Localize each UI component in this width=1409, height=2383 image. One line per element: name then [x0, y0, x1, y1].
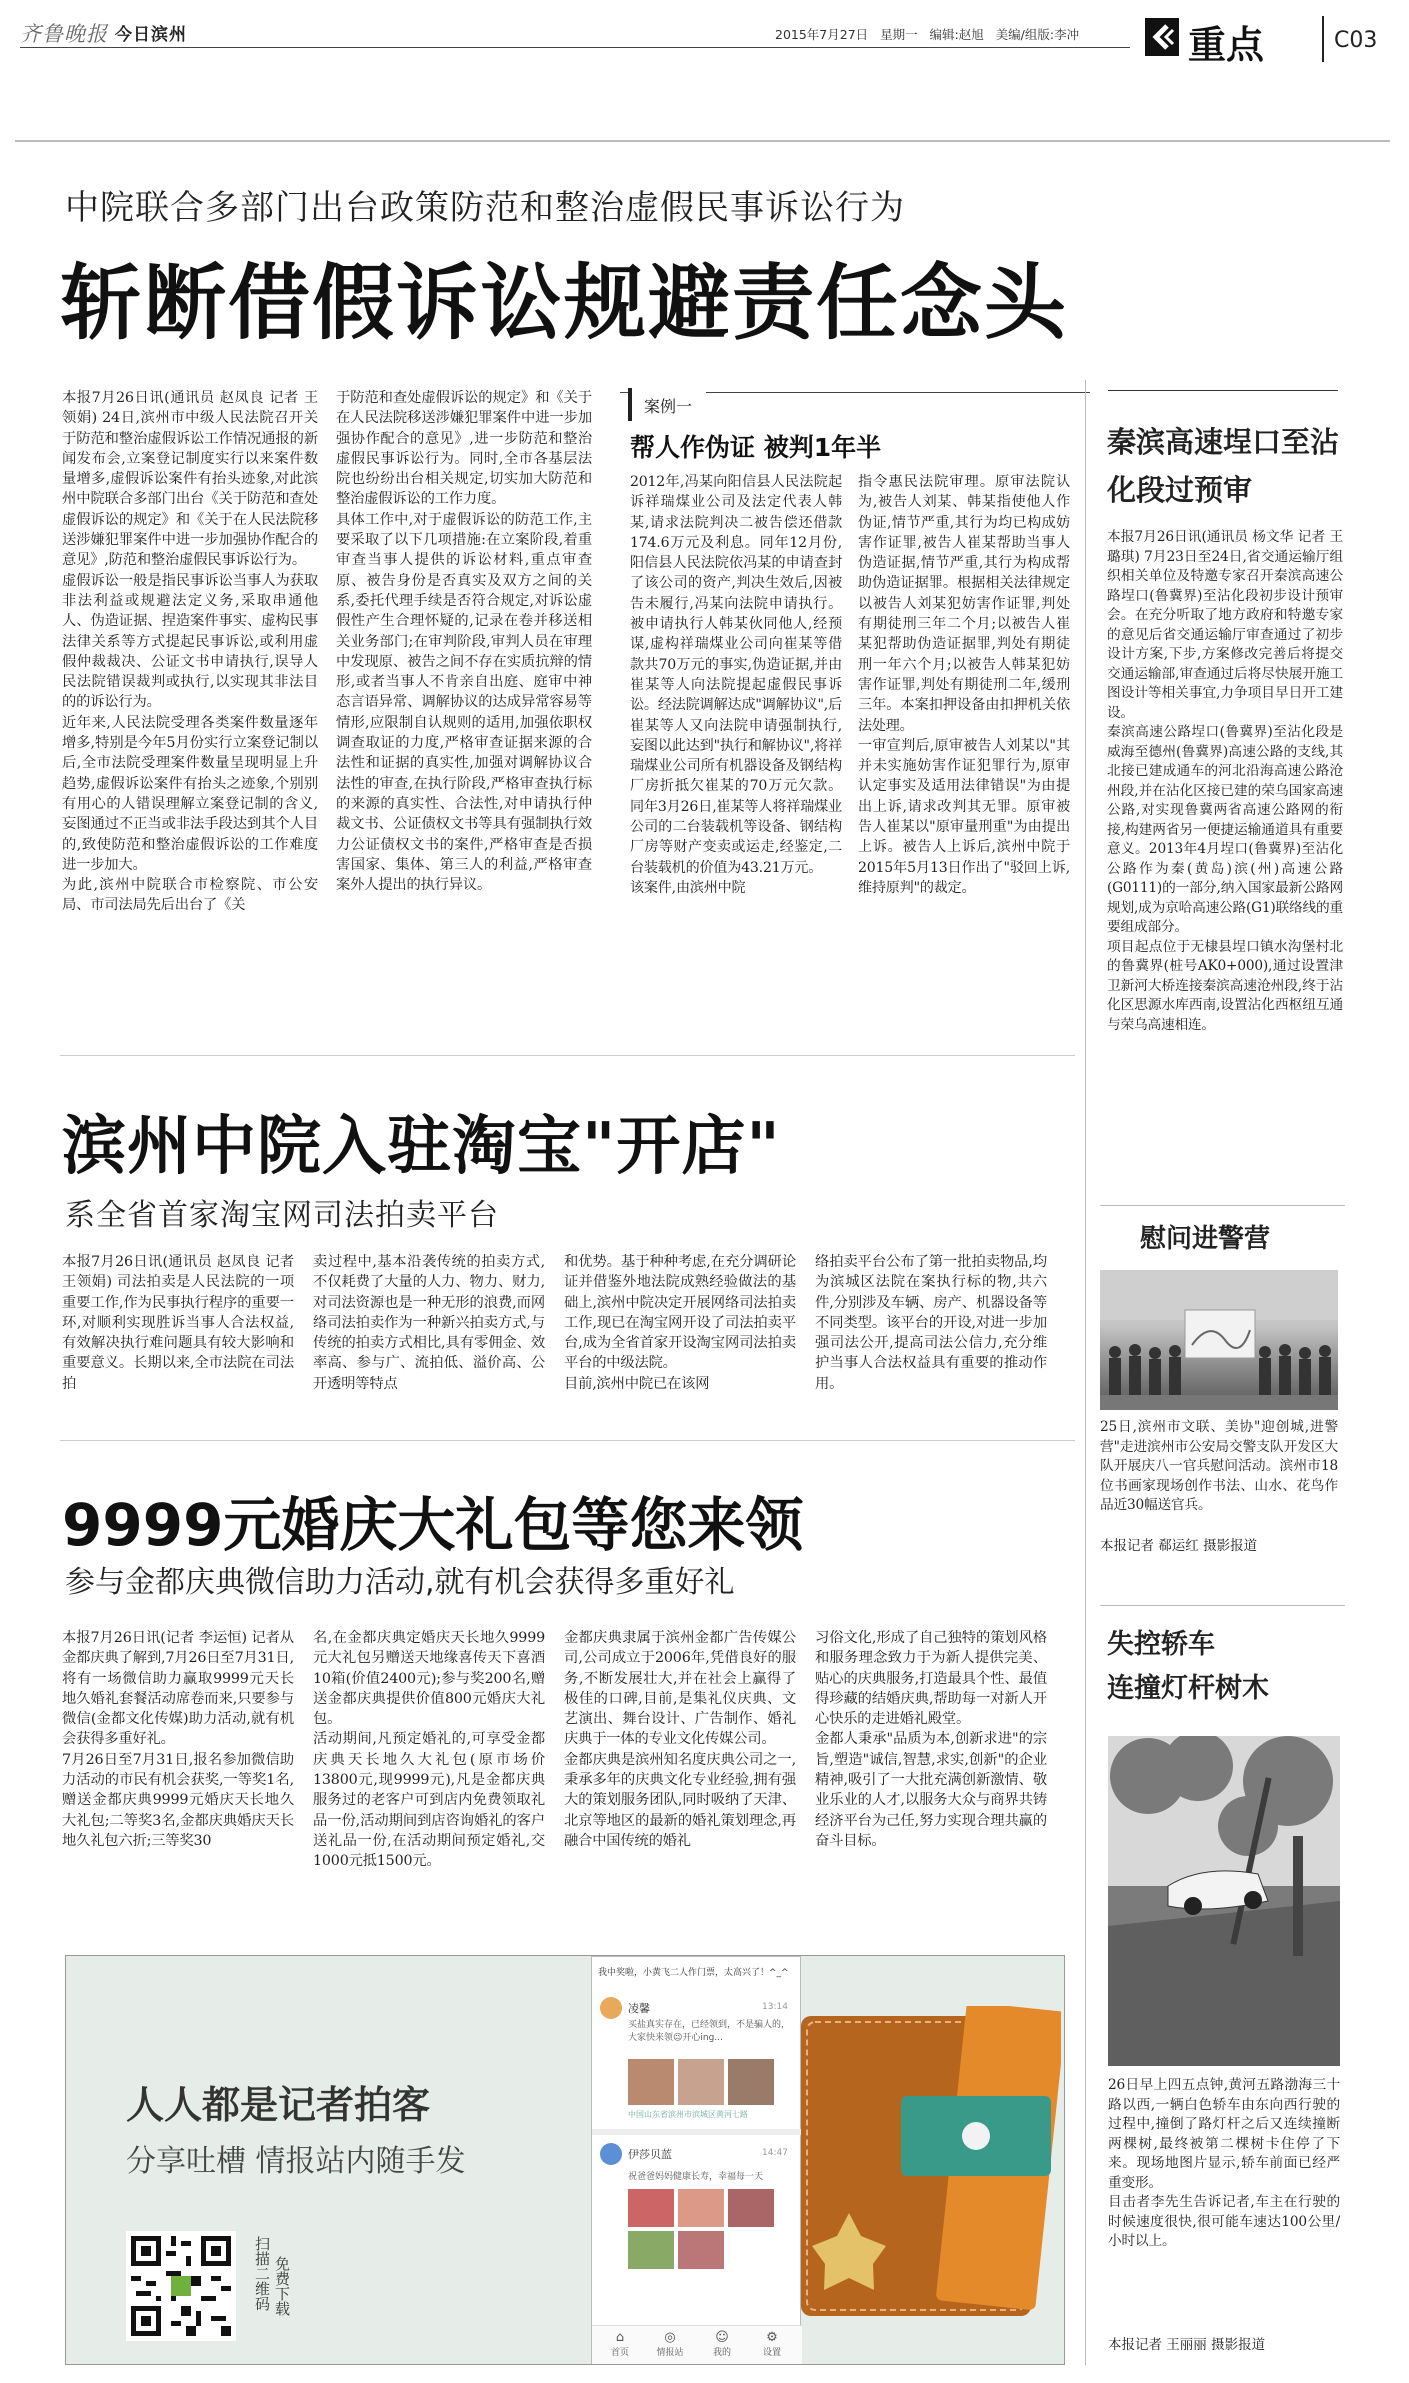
qr-label-1: 扫描二维码	[253, 2236, 271, 2311]
post-1-msg: 买盐真实存在，已经领到，不是骗人的，大家快来领😉开心ing...	[628, 2020, 791, 2043]
lead-col-2: 于防范和查处虚假诉讼的规定》和《关于在人民法院移送涉嫌犯罪案件中进一步加强协作配合的意见》,进一步防范和整治虚假民事诉讼行为。同时,全市各基层法院也纷纷出台相关规定,切实加大防范和整治虚假诉讼的工作力度。 具体工作中,对于虚假诉讼的防范工作,主要采取了以下几项措施:在立案阶段,着重审查当事人提供的诉讼材料,重点审查原、被告身份是否真实及双方之间的关系,委托代理手续是否符合规定,对诉讼虚假性产生合理怀疑的,记录在卷并移送相关业务部门;在审判阶段,审判人员在审理中发现原、被告之间不存在实质抗辩的情形,或者当事人不肯亲自出庭、庭审中神态言语异常、调解协议的达成异常容易等情形,应限制自认规则的适用,加强依职权调查取证的力度,严格审查证据来源的合法性和证据的真实性,加强对调解协议合法性的审查,在执行阶段,严格审查执行标的来源的真实性、合法性,对申请执行仲裁文书、公证债权文书等具有强制执行效力公证债权文书的案件,严格审查是否损害国家、集体、第三人的利益,严格审查案外人提出的执行异议。	[336, 390, 592, 894]
photo2-rule	[1100, 1605, 1345, 1606]
editor: 编辑:赵旭	[929, 27, 984, 42]
section-tag: 重点	[1188, 23, 1265, 67]
compass-icon: ◎	[664, 2330, 676, 2345]
masthead-info	[775, 25, 1079, 43]
lead-subtitle: 中院联合多部门出台政策防范和整治虚假民事诉讼行为	[65, 188, 905, 228]
avatar-2	[600, 2143, 622, 2165]
user-icon: ☺	[715, 2330, 729, 2345]
case-title: 帮人作伪证 被判1年半	[630, 433, 882, 462]
brand-logo: 齐鲁晚报	[20, 22, 108, 46]
photo2-caption: 26日早上四五点钟,黄河五路渤海三十路以西,一辆白色轿车由东向西行驶的过程中,撞倒了路灯杆之后又连续撞断两棵树,最终被第二棵树卡住停了下来。现场地图片显示,轿车前面已经严重变形。 目击者李先生告诉记者,车主在行驶的时候速度很快,很可能车速达100公里/小时以上。	[1108, 2077, 1340, 2249]
weekday: 星期一	[880, 27, 918, 42]
highway-text: 本报7月26日讯(通讯员 杨文华 记者 王璐琪) 7月23日至24日,省交通运输厅组织相关单位及特邀专家召开秦滨高速公路埕口(鲁冀界)至沾化段初步设计预审会。在充分听取了地方政府和特邀专家的意见后省交通运输厅审查通过了初步设计方案,下步,方案修改完善后将提交交通运输部,审查通过后将尽快展开施工图设计等相关事宜,力争项目早日开工建设。 秦滨高速公路埕口(鲁冀界)至沾化段是威海至德州(鲁冀界)高速公路的支线,其北接已建成通车的河北沿海高速公路沧州段,并在沾化区接已建的荣乌国家高速公路,对实现鲁冀两省高速公路网的衔接,构建两省另一便捷运输通道具有重要意义。2013年4月埕口(鲁冀界)至沾化公路作为秦(黄岛)滨(州)高速公路(G0111)的一部分,纳入国家最新公路网规划,成为京哈高速公路(G1)联络线的重要组成部分。 项目起点位于无棣县埕口镇水沟堡村北的鲁冀界(桩号AK0+000),通过设置津卫新河大桥连接秦滨高速沧州段,终于沾化区思源水库西南,设置沾化西枢纽互通与荣乌高速相连。	[1107, 529, 1343, 1033]
case-col-1: 2012年,冯某向阳信县人民法院起诉祥瑞煤业公司及法定代表人韩某,请求法院判决二被告偿还借款174.6万元及利息。同年12月份,阳信县人民法院依冯某的申请查封了该公司的资产,判决生效后,因被告未履行,冯某向法院申请执行。被申请执行人韩某伙同他人,经预谋,虚构祥瑞煤业公司向崔某等借款共70万元的事实,伪造证据,并由崔某等人向法院提起虚假民事诉讼。经法院调解达成"调解协议",后崔某等人又向法院申请强制执行,妄图以此达到"执行和解协议",将祥瑞煤业公司所有机器设备及钢结构厂房折抵欠崔某的70万元欠款。同年3月26日,崔某等人将祥瑞煤业公司的二台装载机等设备、钢结构厂房等财产变卖或运走,经鉴定,二台装载机的价值为43.21万元。 该案件,由滨州中院	[630, 474, 842, 896]
nav-mine[interactable]	[702, 2330, 742, 2358]
nav-settings[interactable]	[752, 2330, 792, 2358]
photo1-title: 慰问进警营	[1140, 1224, 1271, 1254]
post-1-time: 13:14	[762, 2002, 788, 2012]
post-2-photos	[628, 2189, 778, 2269]
post-divider	[592, 2129, 802, 2135]
issue-date: 2015年7月27日	[775, 27, 869, 42]
gear-icon: ⚙	[766, 2330, 778, 2345]
qr-code[interactable]	[126, 2231, 236, 2341]
lead-col-1: 本报7月26日讯(通讯员 赵凤良 记者 王领娟) 24日,滨州市中级人民法院召开关于防范和整治虚假诉讼工作情况通报的新闻发布会,立案登记制度实行以来案件数量增多,虚假诉讼案件有抬头迹象,对此滨州中院联合多部门出台《关于防范和查处虚假诉讼的规定》和《关于在人民法院移送涉嫌犯罪案件中进一步加强协作配合的意见》,防范和整治虚假民事诉讼行为。 虚假诉讼一般是指民事诉讼当事人为获取非法利益或规避法定义务,采取串通他人、伪造证据、捏造案件事实、虚构民事法律关系等方式提起民事诉讼,或利用虚假仲裁裁决、公证文书申请执行,误导人民法院错误裁判或执行,以实现其非法目的的诉讼行为。 近年来,人民法院受理各类案件数量逐年增多,特别是今年5月份实行立案登记制以后,全市法院受理案件数量呈现明显上升趋势,虚假诉讼案件有抬头之迹象,个别别有用心的人错误理解立案登记制的含义,妄图通过不正当或非法手段达到其个人目的,致使防范和整治虚假诉讼的工作难度进一步加大。 为此,滨州中院联合市检察院、市公安局、市司法局先后出台了《关	[62, 390, 318, 914]
phone-mockup	[591, 1956, 801, 2365]
taobao-col-1: 本报7月26日讯(通讯员 赵凤良 记者 王领娟) 司法拍卖是人民法院的一项重要工作,作为民事执行程序的重要一环,对顺利实现胜诉当事人合法权益,有效解决执行难问题具有较大影响和重要意义。长期以来,全市法院在司法拍	[62, 1254, 294, 1392]
photo2-credit: 本报记者 王丽丽 摄影报道	[1108, 2337, 1266, 2353]
section-name: 今日滨州	[115, 25, 187, 45]
right-divider	[1085, 380, 1086, 2365]
qr-label-2: 免费下载	[273, 2256, 291, 2316]
page-number: C03	[1334, 28, 1378, 53]
right-top-rule	[1108, 390, 1338, 391]
case-label-text: 案例一	[644, 397, 693, 416]
section-tag-icon	[1145, 18, 1179, 56]
phone-nav	[592, 2325, 802, 2365]
ad-banner	[65, 1955, 1065, 2365]
photo1-rule	[1100, 1205, 1345, 1206]
wedding-col-1: 本报7月26日讯(记者 李运恒) 记者从金都庆典了解到,7月26日至7月31日,将有一场微信助力赢取9999元天长地久婚礼套餐活动席卷而来,只要参与微信(金都文化传媒)助力活动,就有机会获得多重好礼。 7月26日至7月31日,报名参加微信助力活动的市民有机会获奖,一等奖1名,赠送金都庆典9999元婚庆天长地久大礼包;二等奖3名,金都庆典婚庆天长地久礼包六折;三等奖30	[62, 1630, 294, 1849]
case-label	[628, 388, 706, 421]
taobao-col-3: 和优势。基于种种考虑,在充分调研论证并借鉴外地法院成熟经验做法的基础上,滨州中院决定开展网络司法拍卖工作,现已在淘宝网开设了司法拍卖平台,成为全省首家开设淘宝网司法拍卖平台的中级法院。 目前,滨州中院已在该网	[564, 1254, 796, 1392]
post-2-time: 14:47	[762, 2148, 788, 2158]
photo2-title-2: 连撞灯杆树木	[1107, 1673, 1269, 1704]
taobao-title: 滨州中院入驻淘宝"开店"	[62, 1110, 781, 1184]
nav-home-label: 首页	[610, 2348, 629, 2358]
photo2-image	[1108, 1736, 1340, 2066]
post-1-location: 中国山东省滨州市滨城区黄河七路	[628, 2110, 748, 2119]
photo1-caption: 25日,滨州市文联、美协"迎创城,进警营"走进滨州市公安局交警支队开发区大队开展庆八一官兵慰问活动。滨州市18位书画家现场创作书法、山水、花鸟作品近30幅送官兵。	[1100, 1419, 1338, 1513]
ad-subheadline: 分享吐槽 情报站内随手发	[126, 2144, 466, 2179]
nav-intel[interactable]	[650, 2330, 690, 2358]
ad-headline: 人人都是记者拍客	[126, 2083, 431, 2127]
case-col-2: 指令惠民法院审理。原审法院认为,被告人刘某、韩某指使他人作伪证,情节严重,其行为均已构成妨害作证罪,被告人崔某帮助当事人伪造证据,情节严重,其行为构成帮助伪造证据罪。根据相关法律规定以被告人刘某犯妨害作证罪,判处有期徒刑三年二个月;以被告人崔某犯帮助伪造证据罪,判处有期徒刑一年六个月;以被告人韩某犯妨害作证罪,判处有期徒刑二年,缓刑三年。本案扣押设备由扣押机关依法处理。 一审宣判后,原审被告人刘某以"其并未实施妨害作证犯罪行为,原审认定事实及适用法律错误"为由提出上诉,请求改判其无罪。原审被告人崔某以"原审量刑重"为由提出上诉。被告人上诉后,滨州中院于2015年5月13日作出了"驳回上诉,维持原判"的裁定。	[858, 474, 1070, 896]
nav-mine-label: 我的	[712, 2348, 731, 2358]
home-icon: ⌂	[615, 2330, 625, 2345]
wedding-subtitle: 参与金都庆典微信助力活动,就有机会获得多重好礼	[65, 1565, 735, 1600]
photo2-title-1: 失控轿车	[1107, 1629, 1215, 1660]
photo1-image	[1100, 1270, 1338, 1410]
avatar-1	[600, 1997, 622, 2019]
photo1-credit: 本报记者 郗运红 摄影报道	[1100, 1538, 1258, 1554]
masthead-rule	[20, 47, 1130, 48]
wedding-col-4: 习俗文化,形成了自己独特的策划风格和服务理念致力于为新人提供完美、贴心的庆典服务,打造最具个性、最值得珍藏的结婚庆典,帮助每一对新人开心快乐的走进婚礼殿堂。 金都人秉承"品质为本,创新求进"的宗旨,塑造"诚信,智慧,求实,创新"的企业精神,吸引了一大批充满创新激情、敬业乐业的人才,以服务大众与商界共铸经济平台为己任,努力实现合理共赢的奋斗目标。	[815, 1630, 1047, 1849]
post-1-user: 凌馨	[628, 2002, 650, 2015]
masthead-bottom-rule	[15, 140, 1390, 142]
post-2-user: 伊莎贝蓝	[628, 2148, 672, 2161]
nav-home[interactable]	[600, 2330, 640, 2358]
taobao-col-4: 络拍卖平台公布了第一批拍卖物品,均为滨城区法院在案执行标的物,共六件,分别涉及车辆、房产、机器设备等不同类型。该平台的开设,对进一步加强司法公开,提高司法公信力,充分维护当事人合法权益具有重要的推动作用。	[815, 1254, 1047, 1392]
section-rule-3	[60, 1440, 1075, 1441]
highway-title: 秦滨高速埕口至沾化段过预审	[1107, 425, 1340, 507]
masthead	[0, 0, 1409, 90]
nav-settings-label: 设置	[762, 2348, 781, 2358]
phone-top-text: 我中奖啦，小黄飞二人作门票，太高兴了！^_^	[598, 1968, 789, 1978]
post-1-photos	[628, 2059, 778, 2107]
tag-divider	[1322, 16, 1324, 62]
art-editor: 美编/组版:李冲	[995, 27, 1080, 42]
lead-title: 斩断借假诉讼规避责任念头	[60, 256, 1069, 351]
notebook-graphic	[801, 2006, 1061, 2326]
post-2-msg: 祝爸爸妈妈健康长寿，幸福每一天	[628, 2172, 764, 2182]
wedding-title: 9999元婚庆大礼包等您来领	[62, 1491, 804, 1559]
taobao-subtitle: 系全省首家淘宝网司法拍卖平台	[65, 1198, 499, 1233]
wedding-col-2: 名,在金都庆典定婚庆天长地久9999元大礼包另赠送天地缘喜传天下喜酒10箱(价值2400元);参与奖200名,赠送金都庆典提供价值800元婚庆大礼包。 活动期间,凡预定婚礼的,可享受金都庆典天长地久大礼包(原市场价13800元,现9999元),凡是金都庆典服务过的老客户可到店内免费领取礼品一份,活动期间到店咨询婚礼的客户送礼品一份,在活动期间预定婚礼,交1000元抵1500元。	[313, 1630, 545, 1870]
wedding-col-3: 金都庆典隶属于滨州金都广告传媒公司,公司成立于2006年,凭借良好的服务,不断发展壮大,并在社会上赢得了极佳的口碑,目前,是集礼仪庆典、文艺演出、舞台设计、广告制作、婚礼庆典于一体的专业文化传媒公司。 金都庆典是滨州知名度庆典公司之一,秉承多年的庆典文化专业经验,拥有强大的策划服务团队,同时吸纳了天津、北京等地区的最新的婚礼策划理念,再融合中国传统的婚礼	[564, 1630, 796, 1849]
taobao-col-2: 卖过程中,基本沿袭传统的拍卖方式,不仅耗费了大量的人力、物力、财力,对司法资源也是一种无形的浪费,而网络司法拍卖作为一种新兴拍卖方式,与传统的拍卖方式相比,具有零佣金、效率高、参与广、流拍低、溢价高、公开透明等特点	[313, 1254, 545, 1392]
section-rule-2	[60, 1055, 1075, 1056]
nav-intel-label: 情报站	[656, 2348, 684, 2358]
